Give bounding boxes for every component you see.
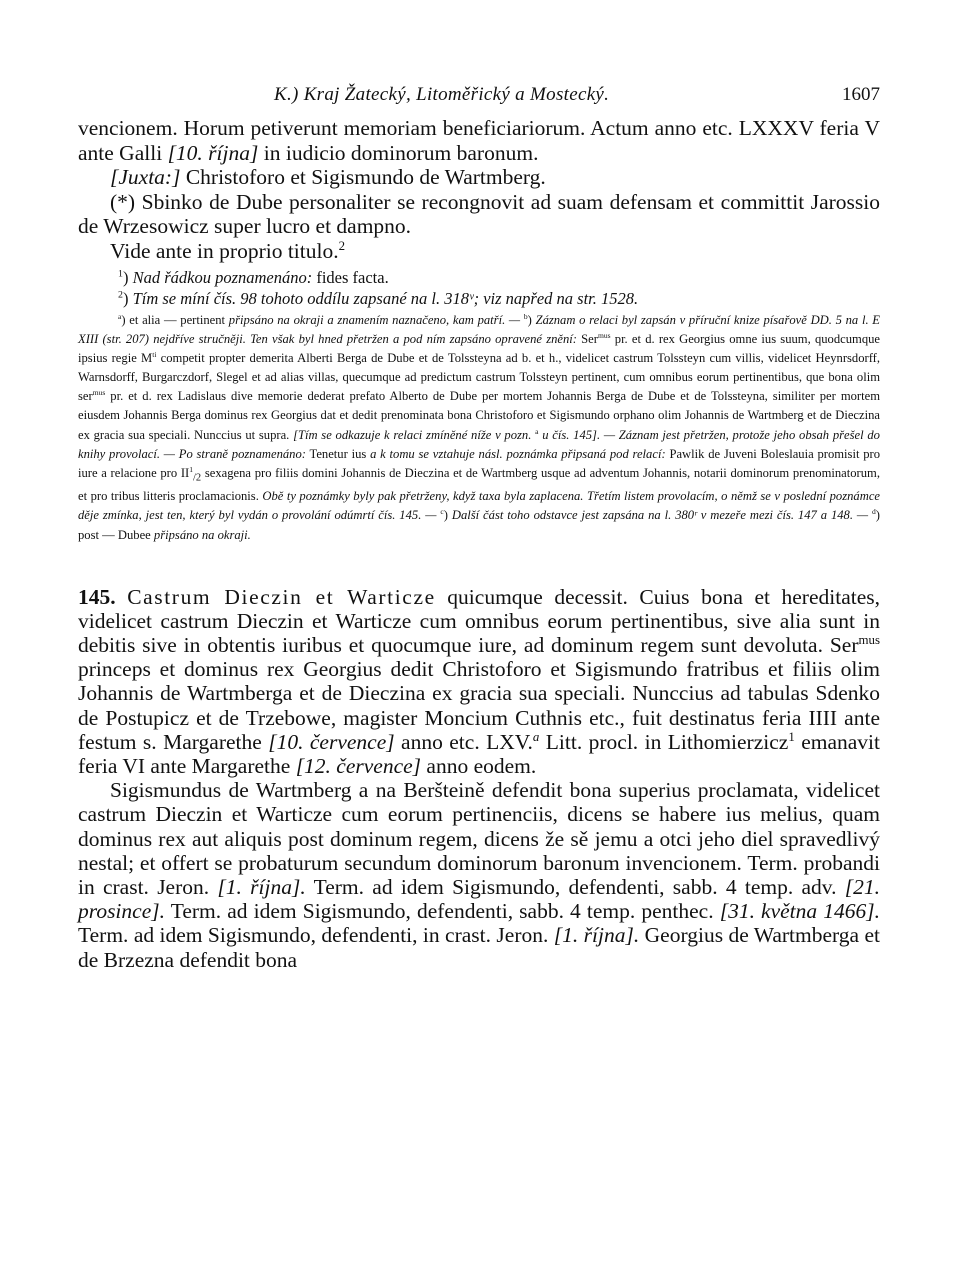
footnote-text: Tím se míní čís. 98 tohoto oddílu zapsané na l. 318ᵛ; viz napřed na str. 1528.: [132, 289, 639, 308]
text-span: (*) Sbinko de Dube personaliter se recongnovit ad suam defensam et committit Jarossio de Wrzesowicz super lucro et dampno.: [78, 189, 880, 238]
note-italic: Obě ty poznámky byly pak přetrženy, když taxa byla zaplacena. Třetím listem provolacím, o němž se v poslední poznámce děje zmínka, jest ten, který byl vydán o provolání odúmrtí čís. 145. —: [78, 489, 880, 523]
editorial-date: [10. července]: [268, 729, 395, 754]
text-span: in iudicio dominorum baronum.: [263, 140, 539, 165]
abbrev-sup: mus: [858, 632, 880, 647]
note-text: competit propter demerita Alberti Berga de Dube et de Tolssteyna ad b. et h., videlicet castrum Tolssteyn cum villis, videlicet Heynrsdorff, Warnsdorff, Burgarczdorf, Slegel et ad alias villas, quecumque ad predictum castrum Tolssteyn pertinent, cum omnibus eorum pertinentibus, que bona olim ser: [78, 351, 881, 404]
text-span: anno eodem.: [426, 754, 537, 779]
note-text: Pawlik de Juveni Boleslauia promisit pro iure a relacione pro II: [78, 446, 881, 480]
note-italic: u čís. 145]. — Záznam jest přetržen, protože jeho obsah přešel do knihy provolací. — Po straně poznamenáno:: [78, 427, 880, 461]
numbered-footnotes: [78, 267, 880, 309]
editorial-date: [1. října].: [553, 923, 640, 948]
note-marker: a: [118, 311, 122, 321]
text-span: Vide ante in proprio titulo.: [110, 238, 339, 263]
note-italic: připsáno na okraji.: [153, 527, 251, 542]
footnote-ref: 1: [788, 729, 795, 744]
footnote-marker: 2: [118, 289, 123, 301]
entry-number: 145.: [78, 584, 116, 609]
lettered-notes: [78, 311, 880, 545]
note-text: pr. et d. rex Georgius omne ius suum, quodcumque ipsius regie M: [78, 332, 880, 366]
editorial-date: [12. července]: [295, 754, 422, 779]
note-block: $^a$) et alia — pertinent připsáno na okraji a znamením naznačeno, kam patří. — $^b$) Záznam o relaci byl zapsán v příruční knize písařově DD. 5 na l. E XIII (str. 207) nejdříve stručněji. Ten však byl hned přetržen a pod ním zapsáno opravené znění: Ser$^{mus}$ pr. et d. rex Georgius omne ius suum, quodcumque ipsius regie $M^{ti}$ competit propter demerita Alberti Berga de Dube et de Tolssteyna ad b. et h., videlicet castrum Tolssteyn cum villis, videlicet Heynrsdorff, Warnsdorff, Burgarczdorf, Slegel et ad alias villas, quecumque ad predictum castrum Tolssteyn pertinent, cum omnibus eorum pertinentibus, que bona olim ser$^{mus}$ pr. et d. rex Ladislaus dive memorie dederat prefato Alberto de Dube per mortem Johannis Berga de Dube et de Tolssteyna, similiter per mortem eiusdem Johannis Berga dominus rex Georgius dat et dedit prenominata bona Christoforo et Sigismundo orphano olim Johannis de Wartmberg et de Dieczina ex gracia sua speciali. Nunccius ut supra. [Tím se odkazuje k relaci zmíněné níže v pozn. $^a$ u čís. 145]. — Záznam jest přetržen, protože jeho obsah přešel do knihy provolací. — Po straně poznamenáno: Tenetur ius a k tomu se vztahuje násl. poznámka připsaná pod relací: Pawlik de Juveni Boleslauia promisit pro iure a relacione pro $II^1_{/2}$ sexagena pro filiis domini Johannis de Dieczina et de Wartmberg usque ad adventum Johannis, notarii dominorum prenominatorum, et pro tribus litteris proclamacionis. Obě ty poznámky byly pak přetrženy, když taxa byla zaplacena. Třetím listem provolacím, o němž se v poslední poznámce děje zmínka, jest ten, který byl vydán o provolání odúmrtí čís. 145. — $^c$) Další část toho odstavce jest zapsána na l. 380ʳ v mezeře mezi čís. 147 a 148. — $^d$) post — Dubee připsáno na okraji.: [78, 311, 881, 542]
abbrev-sup: ti: [152, 350, 157, 359]
text-span: Litt. procl. in Lithomierzicz: [545, 729, 789, 754]
text-span: anno etc. LXV.: [401, 729, 533, 754]
main-text-top: [78, 116, 880, 263]
text-span: quicumque decessit. Cuius bona et hereditates, videlicet castrum Dieczin et Warticze cum omnibus eorum pertinentibus, sive alia sunt in debitis sive in obtentis iuribus et quocumque iure, ad dominum regem sunt devoluta. Ser: [78, 584, 881, 658]
entry-145: [78, 585, 880, 972]
footnote-marker: 1: [118, 268, 123, 280]
running-title: K.) Kraj Žatecký, Litoměřický a Mostecký.: [274, 84, 610, 105]
note-italic: Záznam o relaci byl zapsán v příruční knize písařově DD. 5 na l. E XIII (str. 207) nejdříve stručněji. Ten však byl hned přetržen a pod ním zapsáno opravené znění:: [78, 313, 880, 347]
entry-paragraph-1: [78, 585, 880, 779]
note-text: post — Dubee: [78, 527, 151, 542]
note-marker: d: [872, 507, 876, 517]
note-text: sexagena pro filiis domini Johannis de Dieczina et de Wartmberg usque ad adventum Johannis, notarii dominorum prenominatorum, et pro tribus litteris proclamacionis.: [78, 465, 880, 504]
entry-heading: Castrum Dieczin et Warticze: [127, 584, 436, 609]
editorial-date: [21. prosince].: [78, 875, 881, 924]
entry-paragraph-2: [78, 778, 880, 972]
note-italic: [Tím se odkazuje k relaci zmíněné níže v pozn.: [293, 427, 532, 442]
footnote-2: $^2$) Tím se míní čís. 98 tohoto oddílu zapsané na l. 318ᵛ; viz napřed na str. 1528.: [118, 289, 639, 308]
running-header: [78, 84, 880, 114]
footnote-text: Nad řádkou poznamenáno:: [132, 268, 313, 287]
document-page: [78, 84, 880, 972]
note-italic: Další část toho odstavce jest zapsána na l. 380ʳ v mezeře mezi čís. 147 a 148. —: [451, 508, 869, 523]
note-text: pr. et d. rex Ladislaus dive memorie dederat prefato Alberto de Dube per mortem Johannis Berga de Dube et de Tolssteyna, similiter per mortem eiusdem Johannis Berga dominus rex Georgius dat et dedit prenominata bona Christoforo et Sigismundo orphano olim Johannis de Wartmberg et de Dieczina ex gracia sua speciali. Nunccius ut supra.: [78, 389, 881, 442]
text-span: vencionem. Horum petiverunt memoriam beneficiariorum. Actum anno etc. LXXXV feria V ante Galli: [78, 116, 880, 165]
note-text: et alia — pertinent: [129, 313, 226, 327]
fraction-sub: /2: [193, 472, 202, 484]
note-italic: připsáno na okraji a znamením naznačeno, kam patří. —: [228, 313, 521, 327]
editorial-note: [Juxta:]: [110, 165, 181, 189]
text-span: Sigismundus de Wartmberg a na Beršteině defendit bona superius proclamata, videlicet castrum Dieczin et Warticze cum eorum pertinenciis, dicens se habere ius melius, quam dominus rex aut aliquis post dominum regem, dicens že sě jemu a otci jeho diel spravedlivý nestal; et offert se probaturum secundum dominorum baronum invencionem. Term. probandi in crast. Jeron.: [78, 778, 880, 900]
paragraph-sbinko: [78, 190, 880, 239]
note-text: Tenetur ius: [309, 446, 367, 461]
abbrev-sup: mus: [92, 388, 106, 398]
page-number: 1607: [842, 84, 880, 105]
note-italic: a k tomu se vztahuje násl. poznámka připsaná pod relací:: [370, 446, 666, 461]
editorial-date: [10. října]: [167, 140, 259, 165]
text-span: princeps et dominus rex Georgius dedit Christoforo et Sigismundo fratribus et filiis olim Johannis de Wartmberga et de Dieczina ex gracia sua speciali. Nunccius ad tabulas Sdenko de Postupicz et de Trzebowe, magister Moncium Cuthnis etc., fuit destinatus feria IIII ante festum s. Margarethe: [78, 657, 880, 754]
note-text: Ser: [581, 332, 598, 347]
paragraph-continuation: [78, 116, 880, 165]
note-ref: a: [532, 729, 540, 744]
note-marker: b: [523, 311, 528, 321]
note-marker: a: [535, 426, 539, 436]
footnote-text: fides facta.: [316, 268, 389, 287]
text-span: Georgius de Wartmberga et de Brzezna defendit bona: [78, 923, 880, 972]
editorial-date: [31. května 1466].: [719, 899, 880, 924]
abbrev-sup: mus: [597, 330, 611, 340]
text-span: Term. ad idem Sigismundo, defendenti, in crast. Jeron.: [78, 923, 549, 948]
paragraph-juxta: [78, 165, 880, 190]
text-span: Term. ad idem Sigismundo, defendenti, sabb. 4 temp. adv.: [313, 875, 837, 900]
footnote-ref: 2: [338, 238, 346, 253]
text-span: emanavit feria VI ante Margarethe: [78, 729, 881, 779]
paragraph-vide: [78, 239, 880, 264]
footnote-1: $^1$) Nad řádkou poznamenáno: fides facta.: [118, 268, 389, 287]
editorial-date: [1. října].: [217, 875, 306, 900]
fraction-sup: 1: [189, 464, 194, 474]
text-span: Christoforo et Sigismundo de Wartmberg.: [185, 165, 546, 189]
note-marker: c: [440, 507, 444, 517]
text-span: Term. ad idem Sigismundo, defendenti, sabb. 4 temp. penthec.: [170, 899, 714, 924]
